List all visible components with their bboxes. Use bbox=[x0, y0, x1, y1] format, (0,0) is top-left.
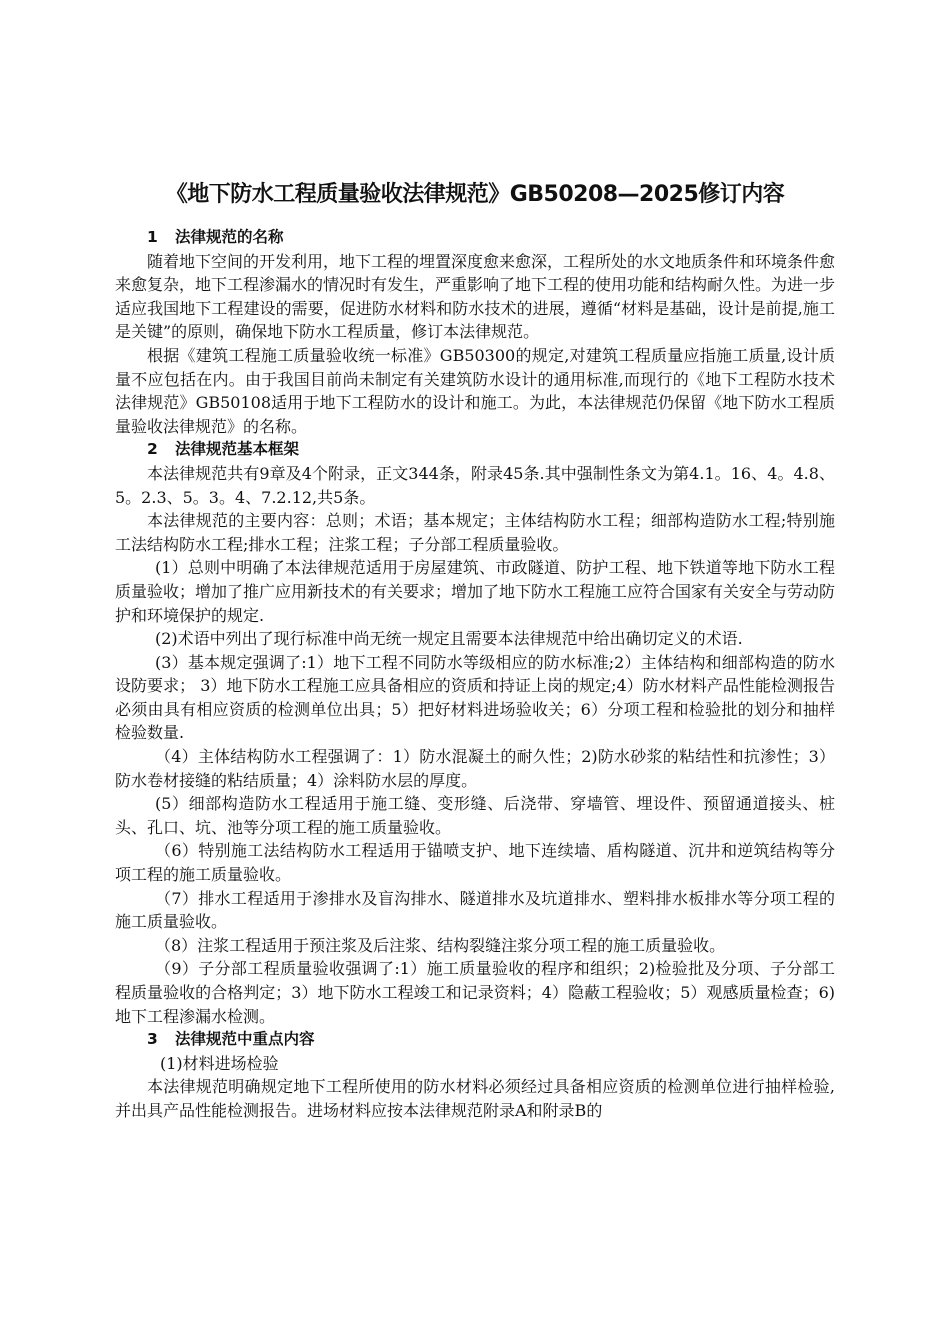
list-item: (2)术语中列出了现行标准中尚无统一规定且需要本法律规范中给出确切定义的术语. bbox=[155, 629, 743, 649]
list-item: (5）细部构造防水工程适用于施工缝、变形缝、后浇带、穿墙管、埋设件、预留通道接头、桩头、孔口、坑、池等分项工程的施工质量验收。 bbox=[115, 794, 835, 837]
subsection-title: (1)材料进场检验 bbox=[160, 1053, 279, 1073]
document-title: 《地下防水工程质量验收法律规范》GB50208—2025修订内容 bbox=[165, 182, 785, 207]
paragraph: 根据《建筑工程施工质量验收统一标准》GB50300的规定,对建筑工程质量应指施工质量,设计质量不应包括在内。由于我国目前尚未制定有关建筑防水设计的通用标准,而现行的《地下工程防水技术法律规范》GB50108适用于地下工程防水的设计和施工。为此，本法律规范仍保留《地下防水工程质量验收法律规范》的名称。 bbox=[115, 345, 835, 436]
section-number: 3 bbox=[147, 1030, 158, 1049]
section-number: 2 bbox=[147, 440, 158, 459]
list-item: （4）主体结构防水工程强调了：1）防水混凝土的耐久性；2)防水砂浆的粘结性和抗渗性；3）防水卷材接缝的粘结质量；4）涂料防水层的厚度。 bbox=[115, 747, 835, 790]
section-heading bbox=[115, 1028, 835, 1052]
list-item: （6）特别施工法结构防水工程适用于锚喷支护、地下连续墙、盾构隧道、沉井和逆筑结构等分项工程的施工质量验收。 bbox=[115, 841, 835, 885]
paragraph: 本法律规范明确规定地下工程所使用的防水材料必须经过具备相应资质的检测单位进行抽样检验,并出具产品性能检测报告。进场材料应按本法律规范附录A和附录B的 bbox=[115, 1077, 835, 1120]
paragraph: 本法律规范共有9章及4个附录，正文344条，附录45条.其中强制性条文为第4.1。16、4。4.8、5。2.3、5。3。4、7.2.12,共5条。 bbox=[115, 463, 835, 507]
section-heading bbox=[115, 226, 835, 250]
list-item: （8）注浆工程适用于预注浆及后注浆、结构裂缝注浆分项工程的施工质量验收。 bbox=[155, 935, 726, 955]
list-item: （9）子分部工程质量验收强调了:1）施工质量验收的程序和组织；2)检验批及分项、子分部工程质量验收的合格判定；3）地下防水工程竣工和记录资料；4）隐蔽工程验收；5）观感质量检查；6)地下工程渗漏水检测。 bbox=[115, 959, 835, 1026]
section-title: 法律规范中重点内容 bbox=[175, 1030, 315, 1049]
section-title: 法律规范的名称 bbox=[175, 228, 284, 246]
document-body bbox=[115, 226, 835, 1123]
section-heading bbox=[115, 438, 835, 462]
list-item: (1）总则中明确了本法律规范适用于房屋建筑、市政隧道、防护工程、地下铁道等地下防水工程质量验收；增加了推广应用新技术的有关要求；增加了地下防水工程施工应符合国家有关安全与劳动防护和环境保护的规定. bbox=[115, 558, 836, 625]
section-number: 1 bbox=[147, 228, 158, 246]
paragraph: 随着地下空间的开发利用，地下工程的埋置深度愈来愈深，工程所处的水文地质条件和环境条件愈来愈复杂，地下工程渗漏水的情况时有发生，严重影响了地下工程的使用功能和结构耐久性。为进一步适应我国地下工程建设的需要，促进防水材料和防水技术的进展，遵循“材料是基础，设计是前提,施工是关键”的原则，确保地下防水工程质量，修订本法律规范。 bbox=[115, 251, 836, 342]
list-item: （7）排水工程适用于渗排水及盲沟排水、隧道排水及坑道排水、塑料排水板排水等分项工程的施工质量验收。 bbox=[115, 888, 835, 932]
paragraph: 本法律规范的主要内容：总则；术语；基本规定；主体结构防水工程；细部构造防水工程;特别施工法结构防水工程;排水工程；注浆工程；子分部工程质量验收。 bbox=[115, 511, 835, 554]
list-item: (3）基本规定强调了:1）地下工程不同防水等级相应的防水标准;2）主体结构和细部构造的防水设防要求； 3）地下防水工程施工应具备相应的资质和持证上岗的规定;4）防水材料产品性能检测报告必须由具有相应资质的检测单位出具；5）把好材料进场验收关；6）分项工程和检验批的划分和抽样检验数量. bbox=[115, 652, 835, 743]
section-title: 法律规范基本框架 bbox=[175, 440, 300, 459]
